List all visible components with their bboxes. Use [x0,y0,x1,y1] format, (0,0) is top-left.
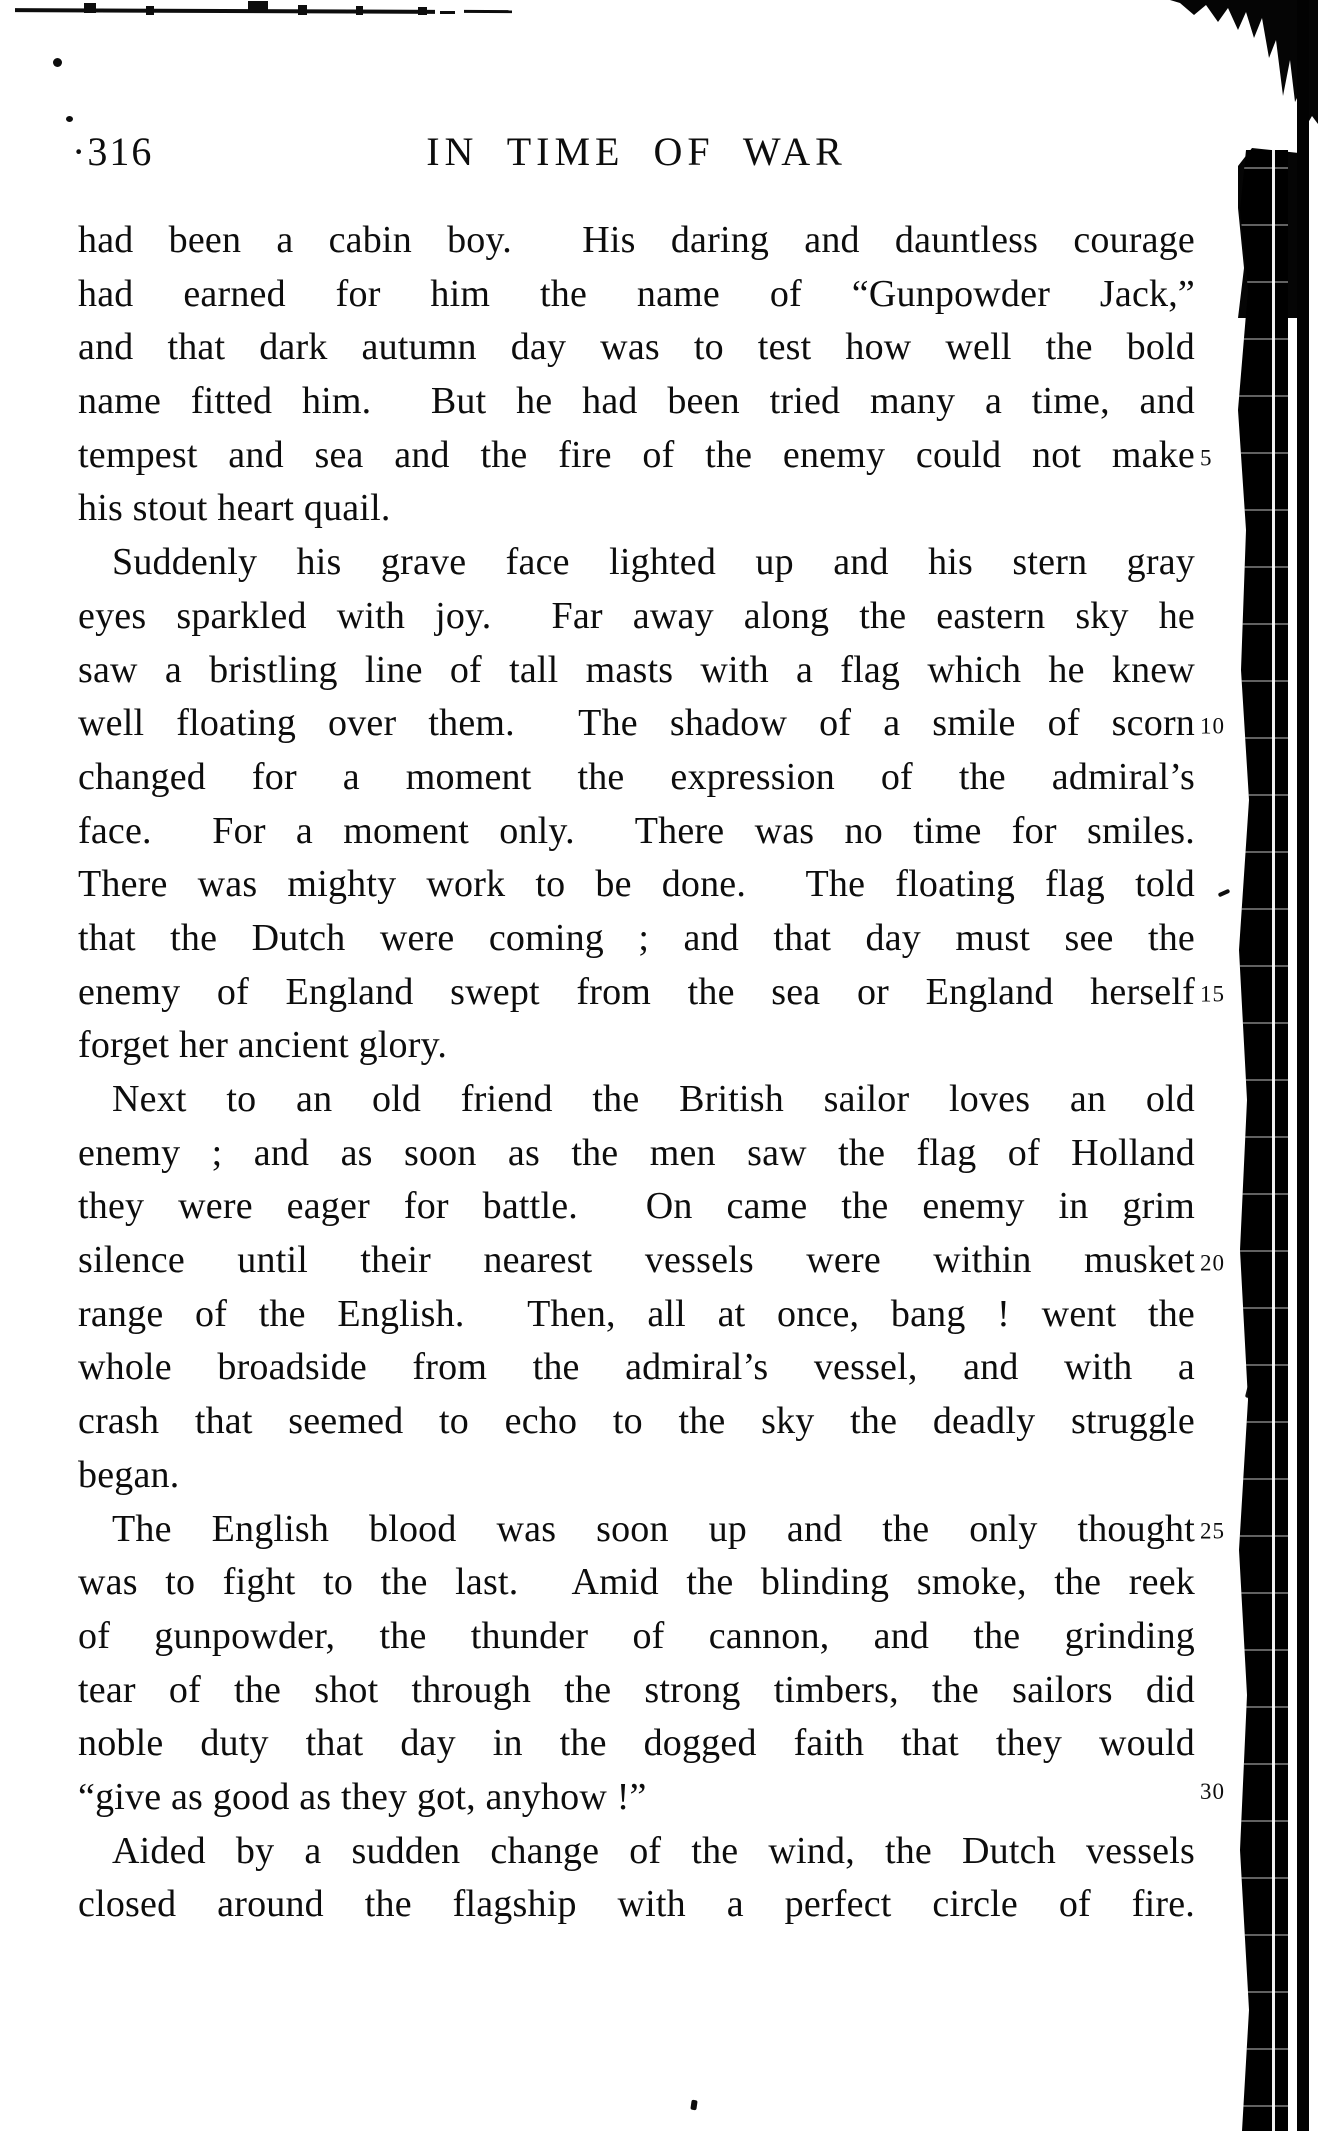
text-line-content: eyes sparkled with joy. Far away along the eastern sky he [78,594,1195,637]
text-line-content: enemy of England swept from the sea or England herself [78,970,1195,1013]
line-number: 25 [1200,1518,1225,1544]
text-line [78,644,1195,698]
tear-bump [146,6,154,15]
text-line [78,536,1195,590]
line-number: 20 [1200,1250,1225,1276]
line-number: 5 [1200,444,1213,470]
text-line [78,375,1195,429]
tear-segment [15,8,435,14]
text-line [78,697,1225,751]
text-line-content: well floating over them. The shadow of a smile of scorn [78,702,1195,745]
torn-corner-shadow [1162,0,1318,140]
text-line-content: enemy ; and as soon as the men saw the flag of Holland [78,1131,1195,1174]
text-line-content: “give as good as they got, anyhow !” [78,1775,647,1818]
text-line [78,321,1195,375]
text-line [78,268,1195,322]
text-line [78,214,1195,268]
text-line-content: that the Dutch were coming ; and that day must see the [78,916,1195,959]
tear-bump [248,1,268,12]
tear-segment [464,10,512,13]
text-line [78,1127,1195,1181]
line-number: 10 [1200,713,1225,739]
text-line [78,1341,1195,1395]
gutter-shadow-streaks [1236,150,1288,2131]
text-line [78,1771,1225,1825]
text-line-content: silence until their nearest vessels were within musket [78,1239,1195,1282]
text-line-content: crash that seemed to echo to the sky the deadly struggle [78,1400,1195,1443]
text-line-content: forget her ancient glory. [78,1024,448,1067]
text-line [78,1019,1195,1073]
text-line [78,966,1225,1020]
text-line-content: of gunpowder, the thunder of cannon, and the grinding [78,1614,1195,1657]
text-line [78,751,1195,805]
text-line-content: closed around the flagship with a perfect circle of fire. [78,1883,1195,1926]
text-line [78,1395,1195,1449]
text-line-content: they were eager for battle. On came the enemy in grim [78,1185,1195,1228]
text-block [78,214,1225,1932]
text-line-content: had been a cabin boy. His daring and dauntless courage [78,219,1195,261]
text-line [78,1825,1195,1879]
text-line-content: tear of the shot through the strong timbers, the sailors did [78,1668,1195,1711]
text-line [78,1073,1195,1127]
gutter-shadow-line [1297,0,1309,2131]
tear-bump [84,3,96,13]
bottom-ink-mark [690,2100,697,2111]
text-line [78,1556,1195,1610]
text-line-content: name fitted him. But he had been tried many a time, and [78,380,1195,423]
text-line-content: whole broadside from the admiral’s vessel, and with a [78,1346,1195,1389]
text-line-content: Suddenly his grave face lighted up and his stern gray [112,541,1195,584]
text-line-content: range of the English. Then, all at once, bang ! went the [78,1292,1195,1335]
margin-ink-mark [1218,889,1231,898]
text-line [78,590,1195,644]
text-line [78,912,1195,966]
page-header [72,128,1195,176]
text-line [78,1610,1195,1664]
text-line [78,1180,1195,1234]
text-line [78,482,1195,536]
ink-spot [53,58,62,67]
text-line-content: There was mighty work to be done. The floating flag told [78,863,1195,906]
text-line-content: saw a bristling line of tall masts with a flag which he knew [78,648,1195,691]
text-line-content: Next to an old friend the British sailor loves an old [112,1078,1195,1120]
text-line [78,805,1195,859]
text-line-content: was to fight to the last. Amid the blinding smoke, the reek [78,1561,1195,1604]
ink-spot [66,116,73,122]
text-line-content: Aided by a sudden change of the wind, the Dutch vessels [112,1829,1195,1872]
text-line-content: began. [78,1453,180,1496]
line-number: 30 [1200,1778,1225,1804]
text-line-content: tempest and sea and the fire of the enemy could not make [78,433,1195,476]
text-line-content: and that dark autumn day was to test how well the bold [78,326,1195,369]
text-line [78,1503,1225,1557]
tear-segment [440,11,455,14]
text-line [78,1878,1195,1932]
tear-bump [298,5,307,15]
text-line-content: changed for a moment the expression of the admiral’s [78,755,1195,798]
text-line [78,429,1213,483]
text-line [78,1449,1195,1503]
text-line [78,1664,1195,1718]
text-line-content: The English blood was soon up and the only thought [112,1507,1195,1550]
text-line-content: face. For a moment only. There was no time for smiles. [78,809,1195,852]
tear-bump [418,7,427,15]
text-line-content: had earned for him the name of “Gunpowder Jack,” [78,272,1195,315]
page-number: ·316 [72,129,154,174]
top-edge-tear-artifact [0,0,600,40]
text-line-content: noble duty that day in the dogged faith that they would [78,1722,1195,1765]
text-line [78,1288,1195,1342]
running-head-title: IN TIME OF WAR [426,129,847,174]
line-number: 15 [1200,981,1225,1007]
text-line-content: his stout heart quail. [78,487,391,530]
tear-bump [356,6,363,15]
text-line [78,1717,1195,1771]
text-line [78,1234,1225,1288]
text-line [78,858,1195,912]
